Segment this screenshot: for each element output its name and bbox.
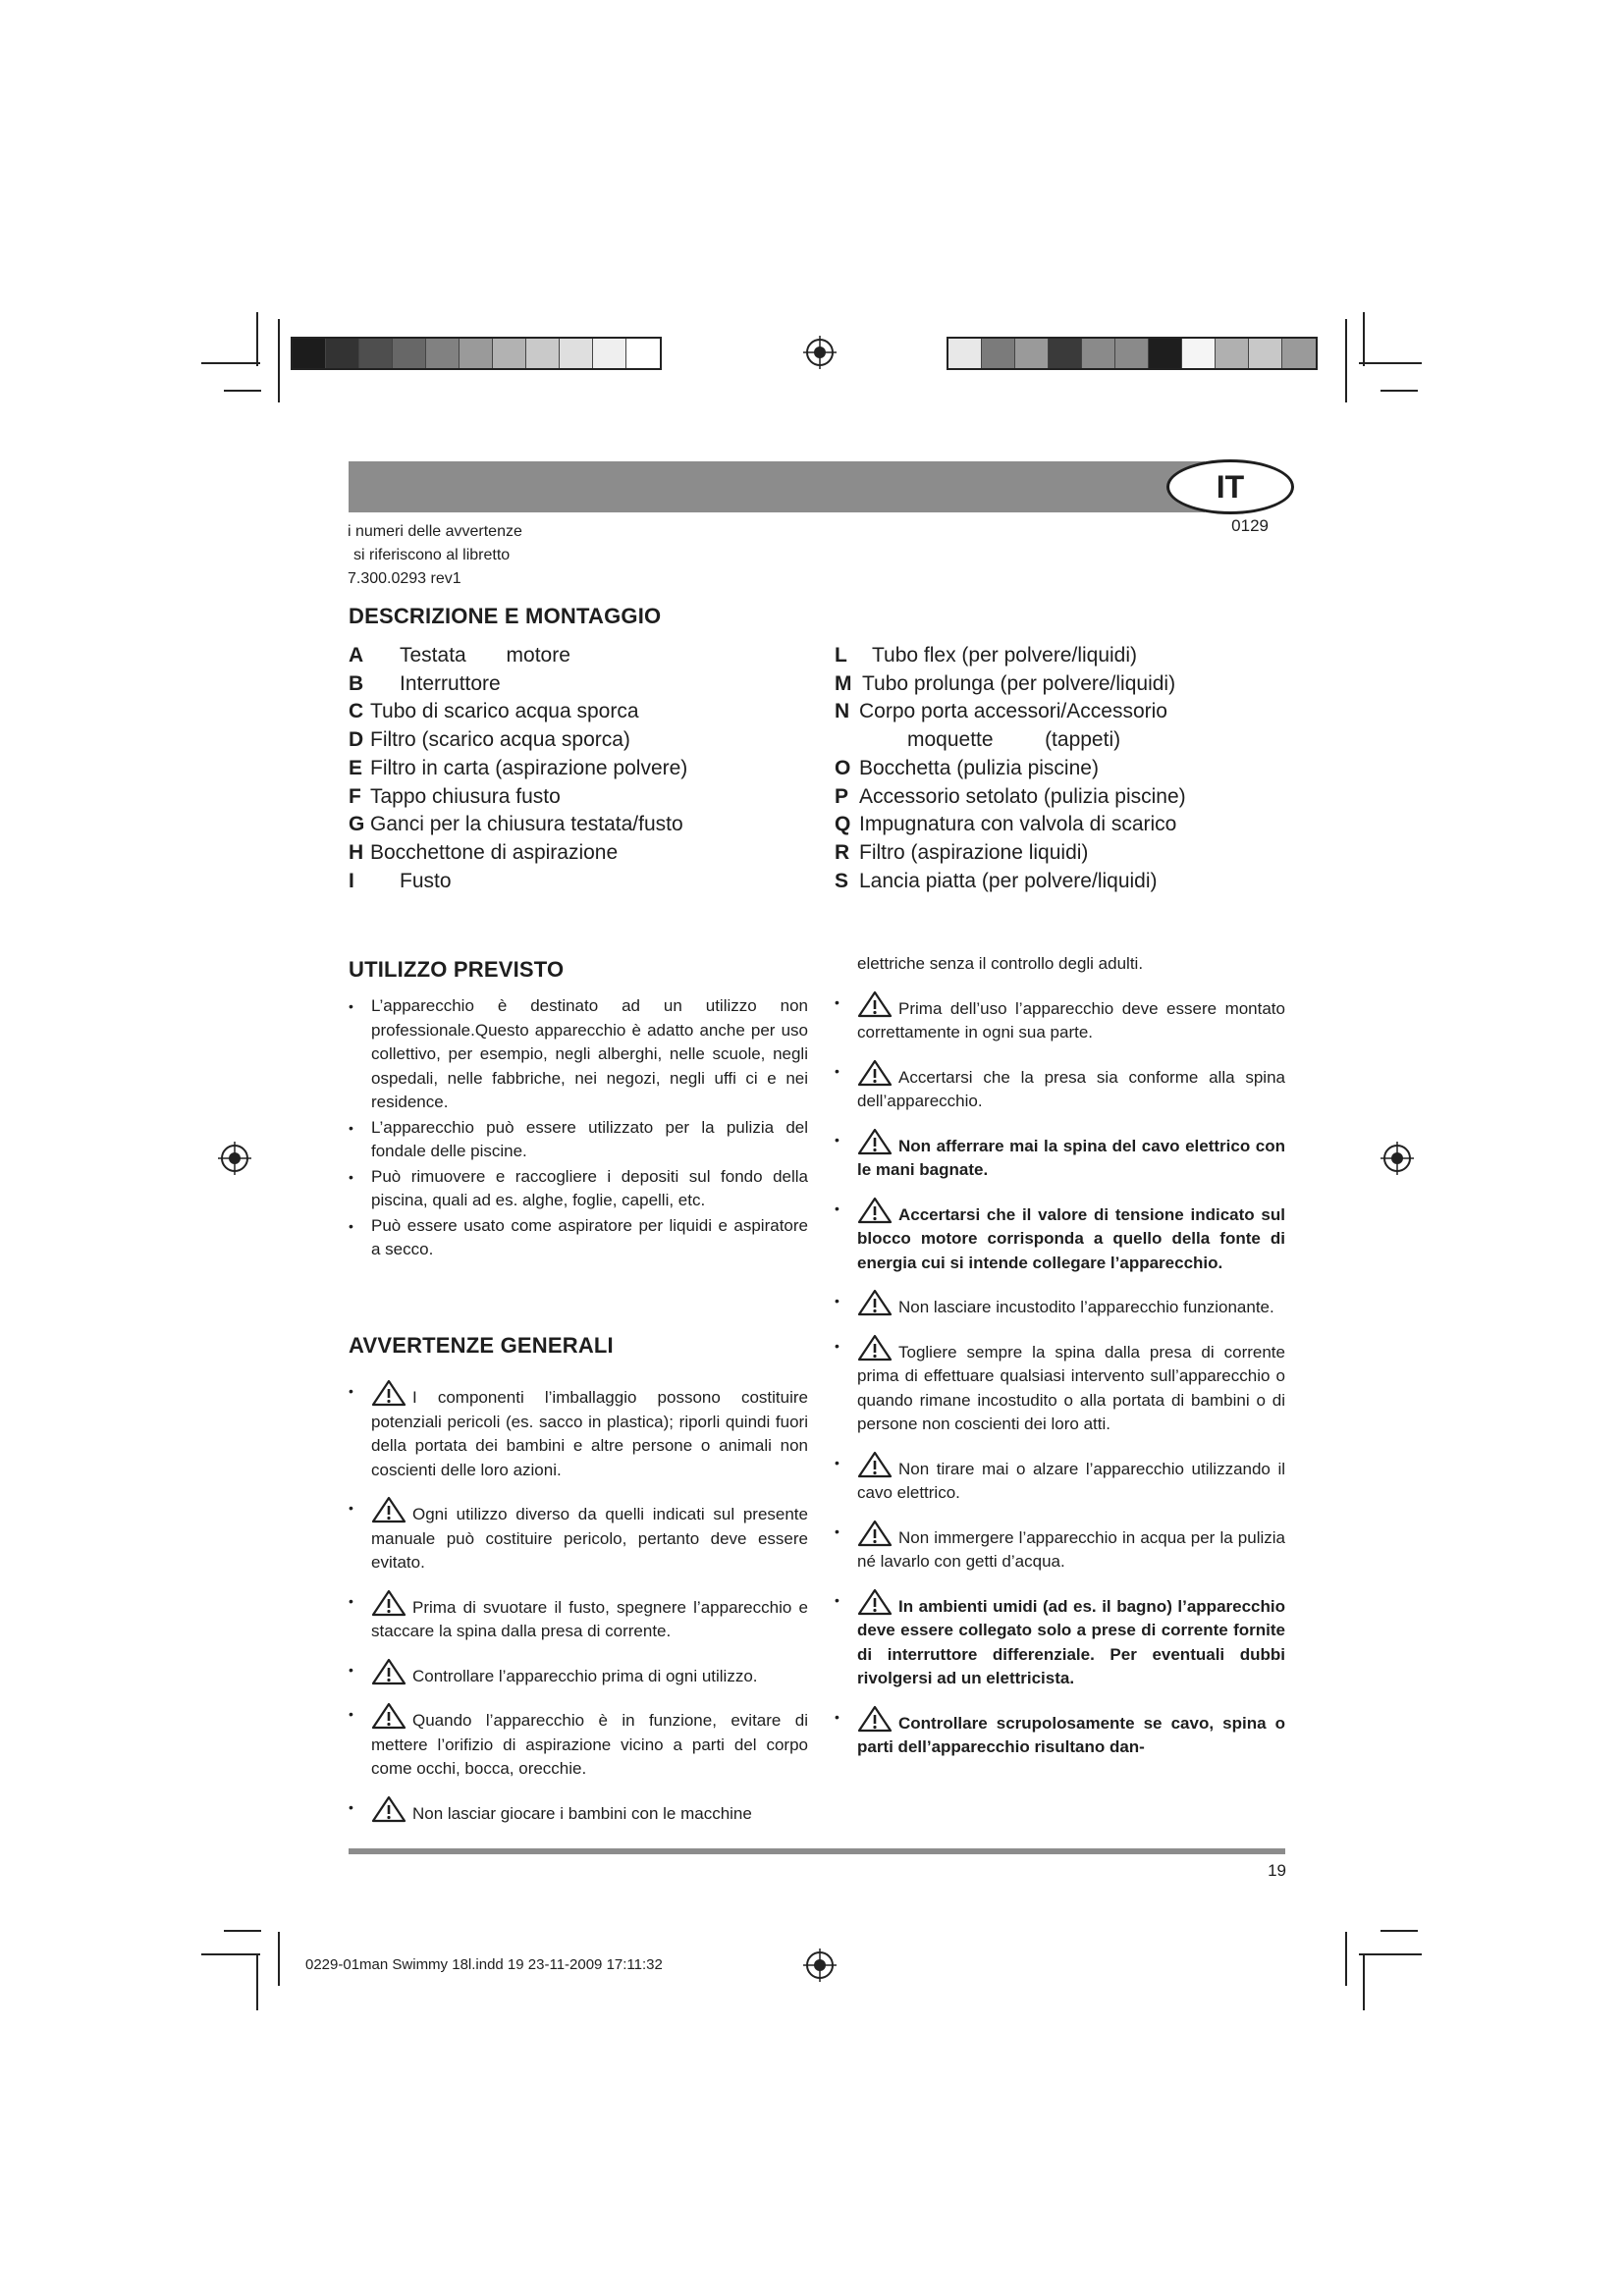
crop-mark <box>224 1930 261 1932</box>
part-letter: C <box>349 700 364 723</box>
part-label: Fusto <box>400 869 452 892</box>
list-item <box>349 783 687 812</box>
list-item <box>835 726 1186 755</box>
reference-note-line: 7.300.0293 rev1 <box>348 570 461 587</box>
warning-text: Quando l’apparecchio è in funzione, evitare di mettere l’orifizio di aspirazione vicino a parti del corpo come occhi, bocca, orecchie. <box>371 1711 808 1778</box>
crop-mark <box>1345 1932 1347 1986</box>
part-letter: P <box>835 784 849 808</box>
list-item: • Può essere usato come aspiratore per liquidi e aspiratore a secco. <box>349 1214 808 1262</box>
part-label: Bocchettone di aspirazione <box>370 840 619 864</box>
crop-mark <box>278 1932 280 1986</box>
color-swatch <box>1249 339 1282 368</box>
warning-text: Controllare scrupolosamente se cavo, spina o parti dell’apparecchio risultano dan- <box>857 1713 1285 1756</box>
warning-text: Controllare l’apparecchio prima di ogni utilizzo. <box>412 1666 758 1685</box>
warning-text: I componenti l’imballaggio possono costituire potenziali pericoli (es. sacco in plastica); riporli quindi fuori della portata dei bambini e altre persone o animali non coscienti delle loro azioni. <box>371 1388 808 1479</box>
warning-triangle-icon <box>857 1334 893 1362</box>
parts-list-right <box>835 642 1186 895</box>
part-label: Tubo flex (per polvere/liquidi) <box>872 644 1138 667</box>
crop-mark <box>256 312 258 366</box>
warning-triangle-icon <box>857 1705 893 1733</box>
warnings-list-right <box>835 952 1285 1760</box>
warning-triangle-icon <box>371 1795 406 1823</box>
warning-triangle-icon <box>857 1451 893 1478</box>
color-swatch <box>1082 339 1115 368</box>
list-item <box>349 726 687 755</box>
section-title-warnings: AVVERTENZE GENERALI <box>349 1333 614 1358</box>
color-swatch <box>526 339 560 368</box>
page-number: 19 <box>1268 1861 1286 1880</box>
part-letter: M <box>835 671 852 695</box>
warning-text: Non lasciare incustodito l’apparecchio funzionante. <box>898 1298 1274 1316</box>
list-item <box>349 1589 808 1644</box>
list-item <box>349 1496 808 1575</box>
list-item <box>835 1289 1285 1320</box>
part-label: Testata motore <box>400 644 570 667</box>
list-item <box>835 1059 1285 1114</box>
part-letter: Q <box>835 813 851 836</box>
list-item <box>349 1658 808 1689</box>
list-item <box>835 1705 1285 1760</box>
color-calibration-bar-right <box>947 337 1318 370</box>
part-label: Corpo porta accessori/Accessorio <box>859 700 1167 723</box>
warning-triangle-icon <box>857 1588 893 1616</box>
language-badge: IT <box>1166 459 1294 514</box>
warning-triangle-icon <box>857 1128 893 1155</box>
warning-triangle-icon <box>371 1496 406 1523</box>
warning-text: Non tirare mai o alzare l’apparecchio utilizzando il cavo elettrico. <box>857 1459 1285 1502</box>
list-item <box>835 1520 1285 1575</box>
color-swatch <box>493 339 526 368</box>
list-item <box>835 1451 1285 1506</box>
color-swatch <box>1049 339 1082 368</box>
warnings-list-left <box>349 1379 808 1840</box>
color-swatch <box>460 339 493 368</box>
list-item <box>835 839 1186 868</box>
crop-mark <box>256 1953 258 2010</box>
registration-mark-icon <box>803 1949 837 1982</box>
list-item <box>835 1588 1285 1691</box>
part-label: Filtro in carta (aspirazione polvere) <box>370 756 688 779</box>
list-item <box>835 755 1186 783</box>
part-label: Tubo prolunga (per polvere/liquidi) <box>862 671 1176 695</box>
list-item <box>835 783 1186 812</box>
color-swatch <box>1216 339 1249 368</box>
list-item <box>349 839 687 868</box>
crop-mark <box>201 1953 260 1955</box>
list-item <box>349 698 687 726</box>
list-item <box>349 1702 808 1782</box>
reference-note-line: i numeri delle avvertenze <box>348 523 522 540</box>
warning-text: Non afferrare mai la spina del cavo elettrico con le mani bagnate. <box>857 1136 1285 1179</box>
registration-mark-icon <box>218 1142 251 1175</box>
list-item <box>835 868 1186 896</box>
part-label: Impugnatura con valvola di scarico <box>859 813 1177 836</box>
document-code: 0129 <box>1231 516 1269 535</box>
crop-mark <box>1363 1953 1365 2010</box>
warning-triangle-icon <box>857 1059 893 1087</box>
warning-triangle-icon <box>371 1589 406 1617</box>
warning-text: Togliere sempre la spina dalla presa di corrente prima di effettuare qualsiasi intervento sull’apparecchio o quando rimane incostudito o alla portata di bambini o di persone non coscienti dei loro atti. <box>857 1342 1285 1433</box>
color-swatch <box>1149 339 1182 368</box>
part-letter: F <box>349 784 361 808</box>
crop-mark <box>224 390 261 392</box>
part-letter: A <box>349 644 364 667</box>
warning-triangle-icon <box>371 1702 406 1730</box>
color-swatch <box>982 339 1015 368</box>
list-item <box>349 755 687 783</box>
crop-mark <box>1363 312 1365 366</box>
part-letter: R <box>835 840 850 864</box>
warning-text: Non lasciar giocare i bambini con le macchine <box>412 1803 752 1823</box>
list-item <box>835 642 1186 670</box>
color-swatch <box>948 339 982 368</box>
crop-mark <box>201 362 260 364</box>
part-letter: O <box>835 756 851 779</box>
part-letter: H <box>349 840 364 864</box>
section-title-intended-use: UTILIZZO PREVISTO <box>349 957 565 982</box>
color-swatch <box>426 339 460 368</box>
reference-note <box>348 520 603 591</box>
crop-mark <box>1380 390 1418 392</box>
list-item: • L’apparecchio è destinato ad un utilizzo non professionale.Questo apparecchio è adatto anche per uso collettivo, per esempio, negli alberghi, nelle scuole, negli ospedali, nelle fabbriche, nei negozi, negli uffi ci e nei residence. <box>349 994 808 1115</box>
part-label: Filtro (scarico acqua sporca) <box>370 728 630 752</box>
part-letter: G <box>349 813 365 836</box>
part-label: Tappo chiusura fusto <box>370 784 561 808</box>
part-letter: L <box>835 644 847 667</box>
crop-mark <box>278 319 280 402</box>
part-label: moquette (tappeti) <box>907 728 1121 752</box>
color-swatch <box>1015 339 1049 368</box>
color-swatch <box>1115 339 1149 368</box>
warning-text: Prima di svuotare il fusto, spegnere l’apparecchio e staccare la spina dalla presa di corrente. <box>371 1597 808 1640</box>
color-swatch <box>1182 339 1216 368</box>
warning-triangle-icon <box>857 990 893 1018</box>
warning-text: Accertarsi che la presa sia conforme alla spina dell’apparecchio. <box>857 1067 1285 1110</box>
warning-triangle-icon <box>857 1520 893 1547</box>
header-band <box>349 461 1205 512</box>
list-item: • L’apparecchio può essere utilizzato per la pulizia del fondale delle piscine. <box>349 1116 808 1164</box>
warning-triangle-icon <box>857 1197 893 1224</box>
color-swatch <box>1282 339 1316 368</box>
section-title-description: DESCRIZIONE E MONTAGGIO <box>349 604 662 628</box>
color-swatch <box>626 339 660 368</box>
color-swatch <box>593 339 626 368</box>
list-item: • Può rimuovere e raccogliere i depositi sul fondo della piscina, quali ad es. alghe, foglie, capelli, etc. <box>349 1165 808 1213</box>
registration-mark-icon <box>1380 1142 1414 1175</box>
part-letter: S <box>835 869 849 892</box>
part-label: Interruttore <box>400 671 501 695</box>
warning-text: Ogni utilizzo diverso da quelli indicati sul presente manuale può costituire pericolo, pertanto deve essere evitato. <box>371 1505 808 1572</box>
color-swatch <box>359 339 393 368</box>
footer-rule <box>349 1848 1285 1854</box>
warning-triangle-icon <box>857 1289 893 1316</box>
warning-text: Non immergere l’apparecchio in acqua per la pulizia né lavarlo con getti d’acqua. <box>857 1527 1285 1571</box>
parts-list-left <box>349 642 687 895</box>
crop-mark <box>1380 1930 1418 1932</box>
list-item <box>349 1795 808 1827</box>
part-letter: D <box>349 728 364 752</box>
list-item <box>835 990 1285 1045</box>
color-swatch <box>326 339 359 368</box>
registration-mark-icon <box>803 336 837 369</box>
part-label: Filtro (aspirazione liquidi) <box>859 840 1089 864</box>
warning-text: In ambienti umidi (ad es. il bagno) l’apparecchio deve essere collegato solo a prese di corrente fornite di interruttore differenziale. Per eventuali dubbi rivolgersi ad un elettricista. <box>857 1596 1285 1687</box>
list-item <box>349 811 687 839</box>
warning-continuation: elettriche senza il controllo degli adulti. <box>857 954 1144 973</box>
part-label: Accessorio setolato (pulizia piscine) <box>859 784 1186 808</box>
part-label: Lancia piatta (per polvere/liquidi) <box>859 869 1158 892</box>
intended-use-list <box>349 994 808 1263</box>
warning-triangle-icon <box>371 1658 406 1685</box>
part-letter: E <box>349 756 363 779</box>
list-item <box>835 1334 1285 1437</box>
list-item <box>349 1379 808 1482</box>
color-swatch <box>393 339 426 368</box>
print-slug: 0229-01man Swimmy 18l.indd 19 23-11-2009 17:11:32 <box>305 1956 663 1973</box>
list-item <box>835 670 1186 699</box>
warning-text: Prima dell’uso l’apparecchio deve essere montato correttamente in ogni sua parte. <box>857 998 1285 1041</box>
color-swatch <box>560 339 593 368</box>
list-item <box>835 1128 1285 1183</box>
warning-triangle-icon <box>371 1379 406 1407</box>
list-item <box>349 868 687 896</box>
warning-text: Accertarsi che il valore di tensione indicato sul blocco motore corrisponda a quello della fonte di energia cui si intende collegare l’apparecchio. <box>857 1204 1285 1272</box>
part-label: Bocchetta (pulizia piscine) <box>859 756 1099 779</box>
part-letter: N <box>835 700 850 723</box>
part-letter: B <box>349 671 364 695</box>
crop-mark <box>1359 1953 1422 1955</box>
list-item <box>835 811 1186 839</box>
list-item <box>835 1197 1285 1276</box>
list-item <box>349 670 687 699</box>
crop-mark <box>1345 319 1347 402</box>
list-item <box>835 698 1186 726</box>
part-label: Ganci per la chiusura testata/fusto <box>370 813 683 836</box>
color-calibration-bar-left <box>291 337 662 370</box>
crop-mark <box>1359 362 1422 364</box>
color-swatch <box>293 339 326 368</box>
reference-note-line: si riferiscono al libretto <box>353 547 511 563</box>
list-item <box>349 642 687 670</box>
part-label: Tubo di scarico acqua sporca <box>370 700 639 723</box>
part-letter: I <box>349 869 354 892</box>
